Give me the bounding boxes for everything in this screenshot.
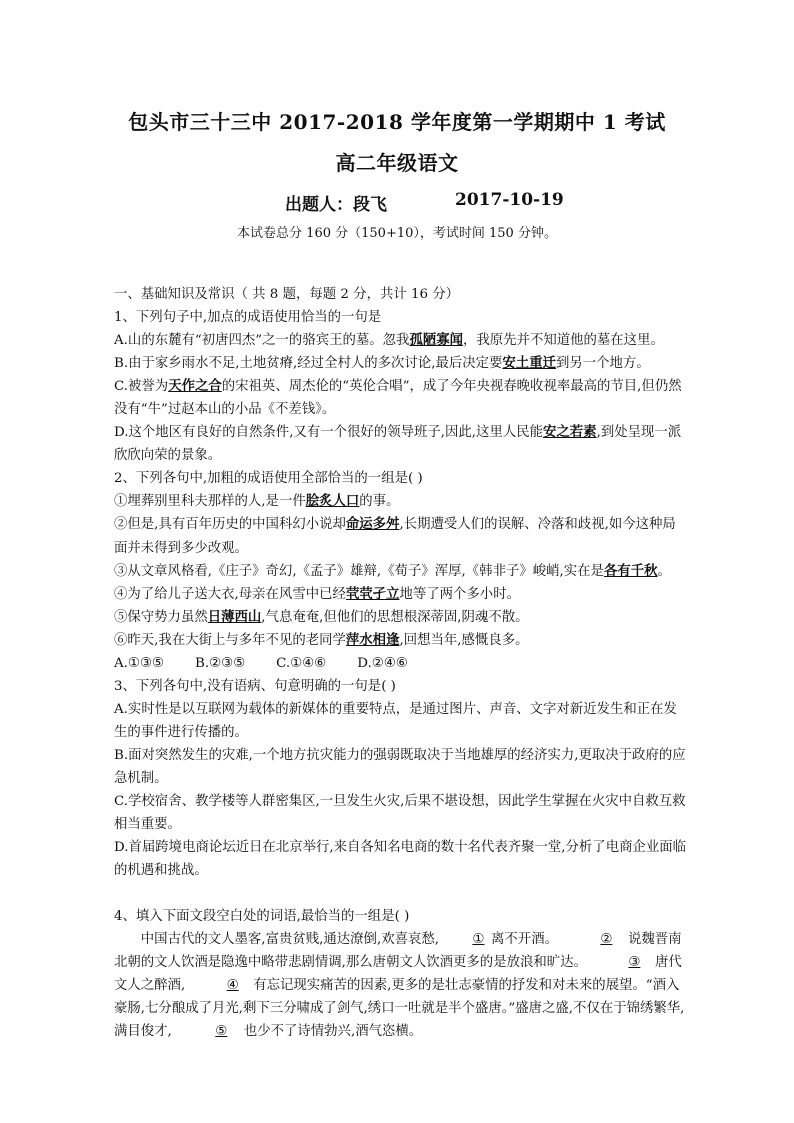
question-1-option-c: C.被誉为天作之合的宋祖英、周杰伦的“英伦合唱”，成了今年央视春晚收视率最高的节目,但仍然没有“牛”过赵本山的小品《不差钱》。 xyxy=(114,378,682,418)
idiom: 天作之合 xyxy=(168,378,222,395)
question-4-stem: 4、填入下面文段空白处的词语,最恰当的一组是( ) xyxy=(114,909,410,925)
idiom: 茕茕孑立 xyxy=(345,585,400,602)
question-2-sentence-4: ④为了给儿子送大衣,母亲在风雪中已经茕茕孑立地等了两个多小时。 xyxy=(114,585,520,602)
question-2-sentence-3: ③从文章风格看,《庄子》奇幻,《孟子》雄辩,《荀子》浑厚,《韩非子》峻峭,实在是各有千秋。 xyxy=(114,562,671,579)
blank-2: ② xyxy=(600,932,613,948)
question-2-stem: 2、下列各句中,加粗的成语使用全部恰当的一组是( ) xyxy=(114,471,423,487)
section-heading: 一、基础知识及常识（ 共 8 题，每题 2 分，共计 16 分） xyxy=(114,287,460,302)
blank-3: ③ xyxy=(628,955,641,971)
exam-note: 本试卷总分 160 分（150+10），考试时间 150 分钟。 xyxy=(237,226,557,241)
idiom: 孤陋寡闻 xyxy=(409,332,463,349)
question-1-option-d: D.这个地区有良好的自然条件,又有一个很好的领导班子,因此,这里人民能安之若素,到处呈现一派欣欣向荣的景象。 xyxy=(114,424,682,464)
exam-body xyxy=(114,283,688,1044)
question-2-sentence-2: ②但是,具有百年历史的中国科幻小说却命运多舛,长期遭受人们的误解、冷落和歧视,如今这种局面并未得到多少改观。 xyxy=(114,516,676,556)
question-3-option-a: A.实时性是以互联网为载体的新媒体的重要特点，是通过图片、声音、文字对新近发生和正在发生的事件进行传播的。 xyxy=(114,701,677,740)
blank-1: ① xyxy=(472,932,485,948)
question-2-options: A.①③⑤ B.②③⑤ C.①④⑥ D.②④⑥ xyxy=(114,655,408,671)
question-1-option-b: B.由于家乡雨水不足,土地贫瘠,经过全村人的多次讨论,最后决定要安土重迁到另一个地方。 xyxy=(114,355,650,372)
question-2-sentence-6: ⑥昨天,我在大街上与多年不见的老同学萍水相逢,回想当年,感慨良多。 xyxy=(114,631,529,648)
question-2-sentence-5: ⑤保守势力虽然日薄西山,气息奄奄,但他们的思想根深蒂固,阴魂不散。 xyxy=(114,608,529,625)
question-1-option-a: A.山的东麓有“初唐四杰”之一的骆宾王的墓。忽我孤陋寡闻，我原先并不知道他的墓在这里。 xyxy=(114,332,664,349)
question-3-stem: 3、下列各句中,没有语病、句意明确的一句是( ) xyxy=(114,678,396,694)
idiom: 命运多舛 xyxy=(345,516,400,533)
question-3-option-d: D.首届跨境电商论坛近日在北京举行,来自各知名电商的数十名代表齐聚一堂,分析了电商企业面临的机遇和挑战。 xyxy=(114,840,687,879)
question-2-sentence-1: ①埋葬别里科夫那样的人,是一件脍炙人口的事。 xyxy=(114,493,400,510)
spacer xyxy=(114,882,688,905)
author-name: 出题人：段飞 xyxy=(285,195,387,215)
idiom: 脍炙人口 xyxy=(305,493,360,510)
idiom: 各有千秋 xyxy=(603,562,658,579)
question-1-stem: 1、下列句子中,加点的成语使用恰当的一句是 xyxy=(114,310,382,326)
blank-5: ⑤ xyxy=(215,1024,228,1040)
idiom: 安之若素 xyxy=(543,424,597,441)
question-3-option-b: B.面对突然发生的灾难,一个地方抗灾能力的强弱既取决于当地雄厚的经济实力,更取决于政府的应急机制。 xyxy=(114,747,686,786)
question-3-option-c: C.学校宿舍、教学楼等人群密集区,一旦发生火灾,后果不堪设想，因此学生掌握在火灾中自救互救相当重要。 xyxy=(114,794,686,833)
idiom: 日薄西山 xyxy=(207,608,262,625)
idiom: 萍水相逢 xyxy=(345,631,400,648)
exam-date: 2017-10-19 xyxy=(455,190,564,210)
exam-title: 包头市三十三中 2017-2018 学年度第一学期期中 1 考试 xyxy=(128,110,666,134)
exam-subtitle: 高二年级语文 xyxy=(335,151,459,175)
question-4-passage: 中国古代的文人墨客,富贵贫贱,通达潦倒,欢喜哀愁, ① 离不开酒。 ② 说魏晋南北朝的文人饮酒是隐逸中略带悲剧情调,那么唐朝文人饮酒更多的是放浪和旷达。 ③ 唐代文人之醉酒, ④ 有忘记现实痛苦的因素,更多的是壮志豪情的抒发和对未来的展望。“酒入豪肠,七分酿成了月光,剩下三分啸成了剑气,绣口一吐就是半个盛唐。”盛唐之盛,不仅在于锦绣繁华,满目俊才, ⑤ 也少不了诗情勃兴,酒气恣横。 xyxy=(114,928,688,1043)
blank-4: ④ xyxy=(226,978,239,994)
idiom: 安土重迁 xyxy=(502,355,556,372)
